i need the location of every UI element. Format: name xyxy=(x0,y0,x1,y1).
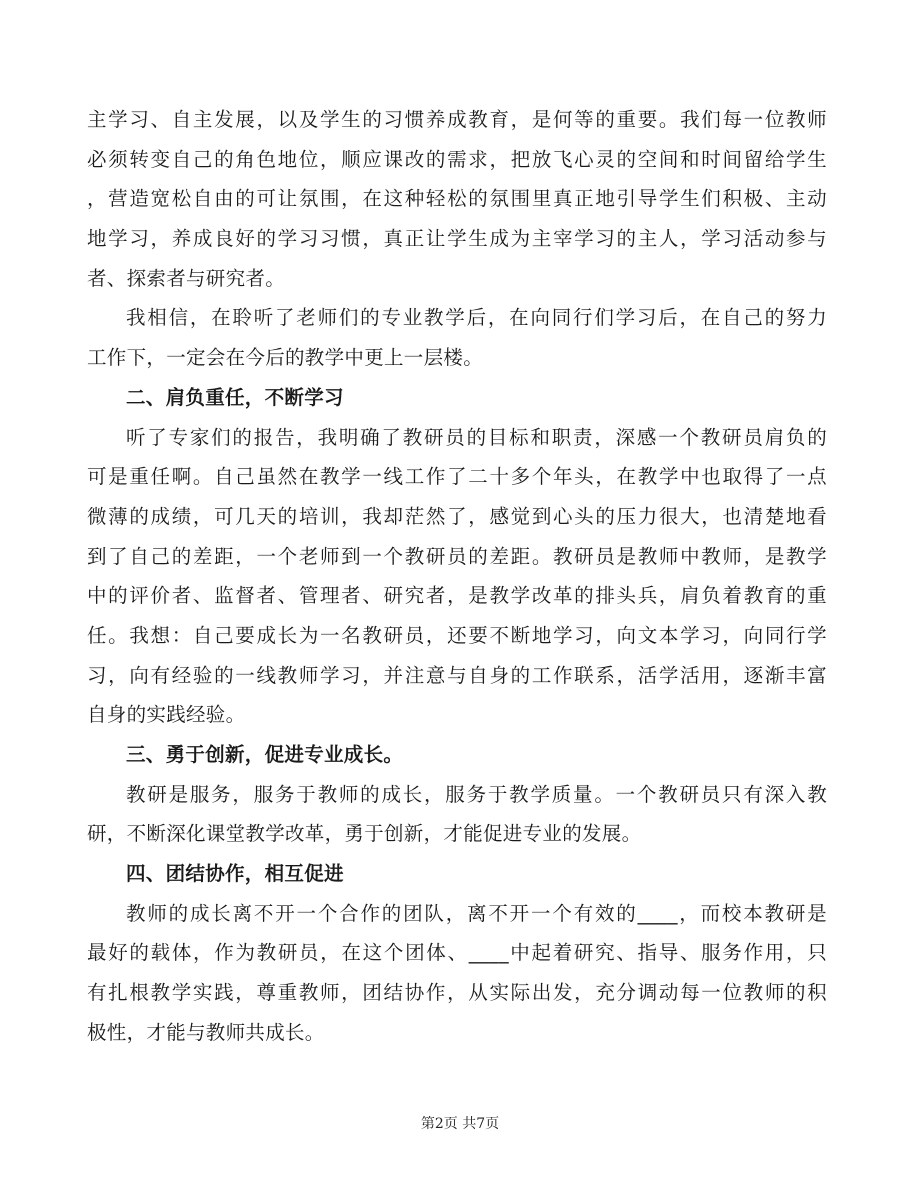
text-line: 自身的实践经验。 xyxy=(87,703,246,727)
section-heading: 四、团结协作，相互促进 xyxy=(126,862,344,886)
text-line: 可是重任啊。自己虽然在教学一线工作了二十多个年头，在教学中也取得了一点 xyxy=(87,465,827,489)
text-line: 习，向有经验的一线教师学习，并注意与自身的工作联系，活学活用，逐渐丰富 xyxy=(87,663,827,687)
section-heading: 三、勇于创新，促进专业成长。 xyxy=(126,743,404,766)
text-line: 教师的成长离不开一个合作的团队，离不开一个有效的____，而校本教研是 xyxy=(126,901,827,925)
text-line: 极性，才能与教师共成长。 xyxy=(87,1020,325,1044)
page-number-footer: 第2页 共7页 xyxy=(420,1116,500,1132)
text-line: 听了专家们的报告，我明确了教研员的目标和职责，深感一个教研员肩负的 xyxy=(126,425,827,449)
text-line: 工作下，一定会在今后的教学中更上一层楼。 xyxy=(87,346,484,370)
text-line: ，营造宽松自由的可让氛围，在这种轻松的氛围里真正地引导学生们积极、主动 xyxy=(87,187,827,211)
text-line: 必须转变自己的角色地位，顺应课改的需求，把放飞心灵的空间和时间留给学生 xyxy=(87,147,827,171)
text-line: 研，不断深化课堂教学改革，勇于创新，才能促进专业的发展。 xyxy=(87,822,642,846)
text-line: 到了自己的差距，一个老师到一个教研员的差距。教研员是教师中教师，是教学 xyxy=(87,544,827,568)
text-line: 有扎根教学实践，尊重教师，团结协作，从实际出发，充分调动每一位教师的积 xyxy=(87,981,827,1005)
text-line: 者、探索者与研究者。 xyxy=(87,266,286,290)
text-line: 地学习，养成良好的学习习惯，真正让学生成为主宰学习的主人，学习活动参与 xyxy=(87,227,827,251)
text-line: 微薄的成绩，可几天的培训，我却茫然了，感觉到心头的压力很大，也清楚地看 xyxy=(87,504,827,528)
text-line: 教研是服务，服务于教师的成长，服务于教学质量。一个教研员只有深入教 xyxy=(126,782,827,806)
text-line: 主学习、自主发展，以及学生的习惯养成教育，是何等的重要。我们每一位教师 xyxy=(87,108,827,131)
text-line: 任。我想：自己要成长为一名教研员，还要不断地学习，向文本学习，向同行学 xyxy=(87,623,827,647)
document-body xyxy=(87,100,827,1053)
text-line: 最好的载体，作为教研员，在这个团体、____中起着研究、指导、服务作用，只 xyxy=(87,941,827,965)
section-heading: 二、肩负重任，不断学习 xyxy=(126,385,344,409)
text-line: 中的评价者、监督者、管理者、研究者，是教学改革的排头兵，肩负着教育的重 xyxy=(87,584,827,608)
text-line: 我相信，在聆听了老师们的专业教学后，在向同行们学习后，在自己的努力 xyxy=(126,306,827,330)
